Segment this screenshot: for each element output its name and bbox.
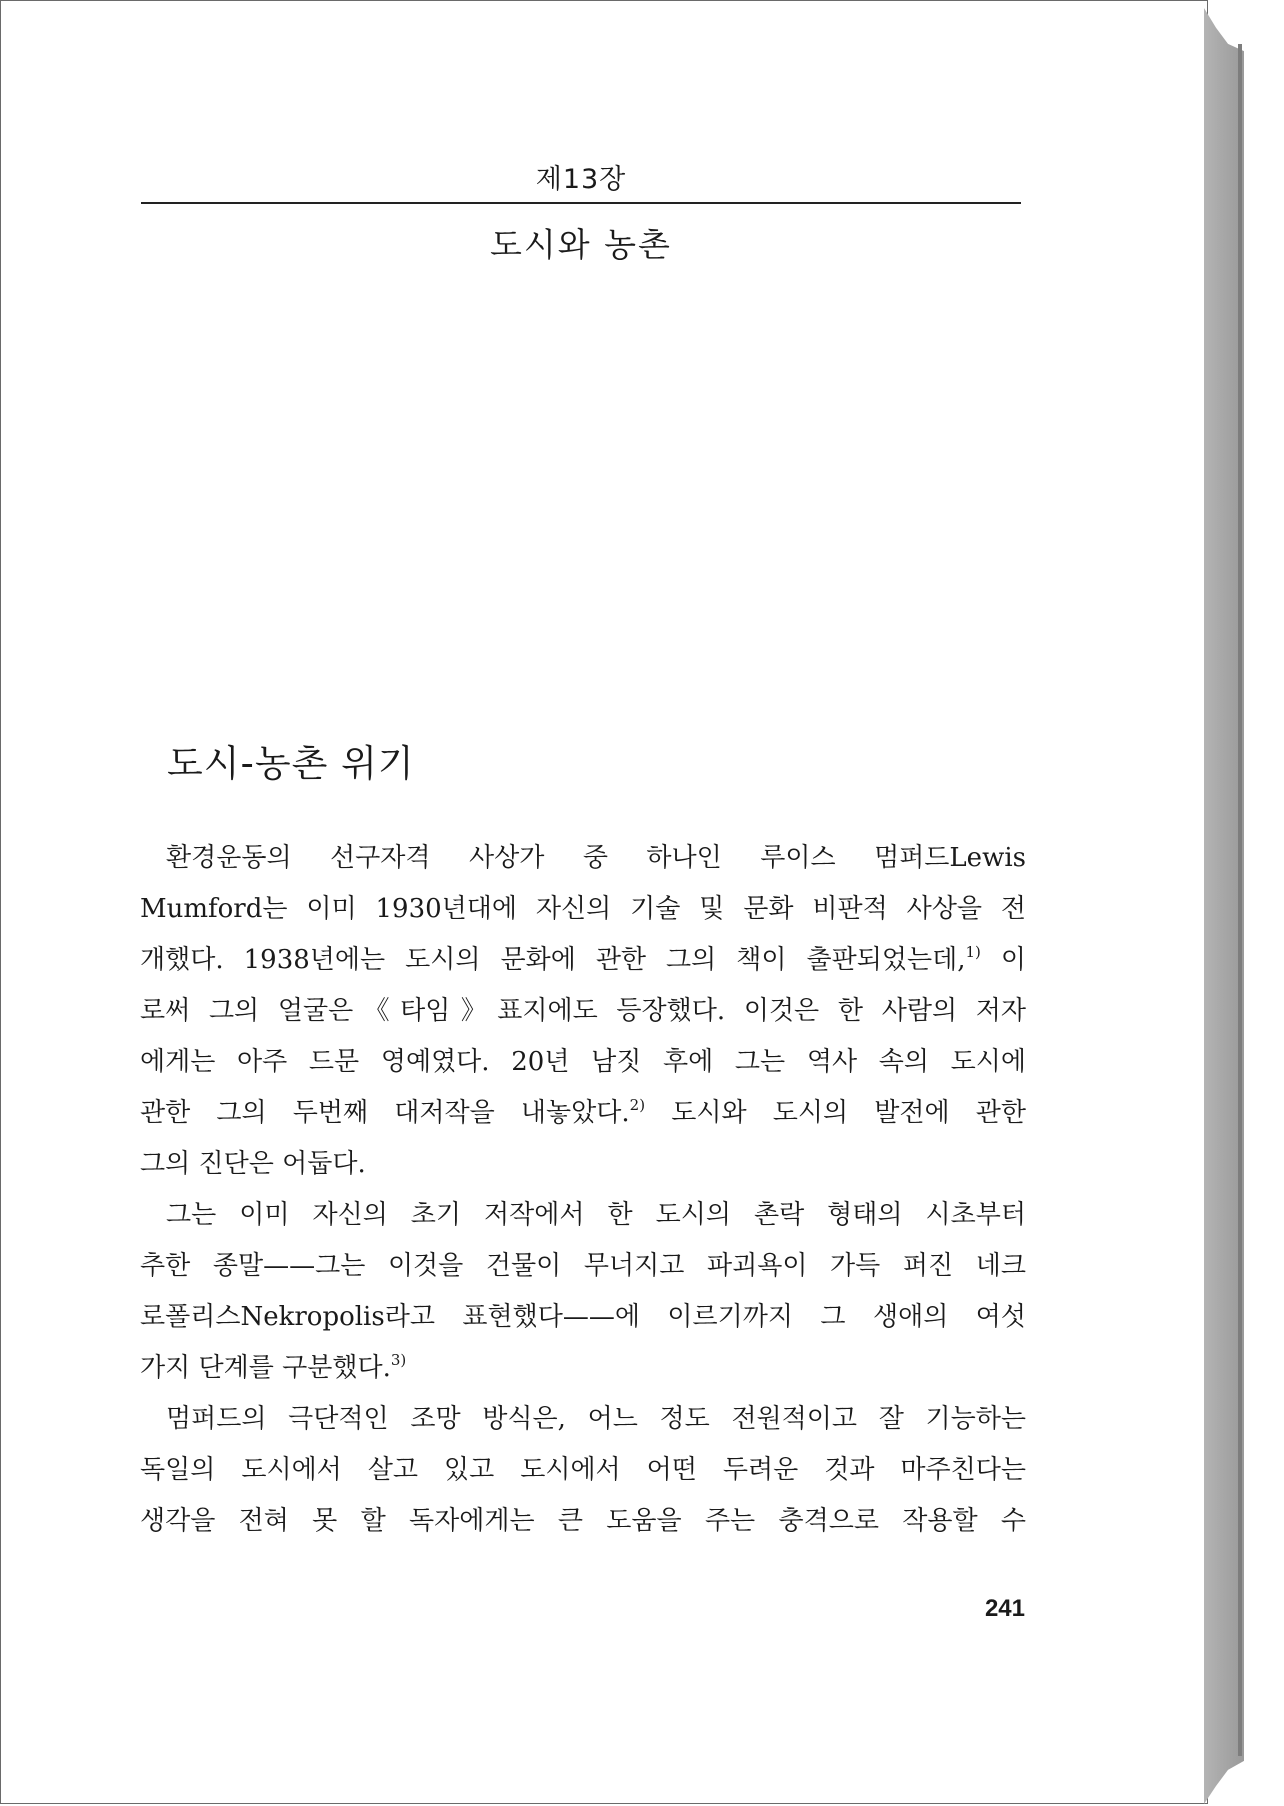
- text-line: 로폴리스Nekropolis라고 표현했다——에 이르기까지 그 생애의 여섯: [140, 1302, 1026, 1332]
- text-line: 관한 그의 두번째 대저작을 내놓았다.$^{2)}$ 도시와 도시의 발전에 관한: [140, 1096, 1026, 1128]
- text-line: 로써 그의 얼굴은《타임》표지에도 등장했다. 이것은 한 사람의 저자: [140, 996, 1026, 1026]
- chapter-label: 제13장: [535, 164, 627, 195]
- text-line: 멈퍼드의 극단적인 조망 방식은, 어느 정도 전원적이고 잘 기능하는: [166, 1404, 1026, 1434]
- book-edge-shadow: [1238, 44, 1242, 1756]
- footnote-ref[interactable]: 2): [629, 1096, 646, 1114]
- footnote-ref[interactable]: 3): [390, 1351, 407, 1369]
- body-text: [140, 833, 1026, 1547]
- text-line: 그의 진단은 어둡다.: [140, 1149, 366, 1179]
- text-line: 개했다. 1938년에는 도시의 문화에 관한 그의 책이 출판되었는데,$^{1)}$ 이: [140, 943, 1026, 975]
- text-line: 생각을 전혀 못 할 독자에게는 큰 도움을 주는 충격으로 작용할 수: [140, 1506, 1026, 1536]
- text-line: 그는 이미 자신의 초기 저작에서 한 도시의 촌락 형태의 시초부터: [166, 1200, 1026, 1230]
- footnote-ref[interactable]: 1): [965, 943, 981, 961]
- chapter-rule: [141, 202, 1021, 204]
- page-number: 241: [984, 1595, 1025, 1622]
- text-line: 가지 단계를 구분했다.$^{3)}$: [140, 1351, 407, 1383]
- text-line: 에게는 아주 드문 영예였다. 20년 남짓 후에 그는 역사 속의 도시에: [140, 1047, 1026, 1077]
- chapter-title: 도시와 농촌: [490, 225, 672, 264]
- text-line: 추한 종말——그는 이것을 건물이 무너지고 파괴욕이 가득 퍼진 네크: [140, 1251, 1026, 1281]
- text-line: Mumford는 이미 1930년대에 자신의 기술 및 문화 비판적 사상을 전: [140, 894, 1026, 924]
- text-line: 환경운동의 선구자격 사상가 중 하나인 루이스 멈퍼드Lewis: [166, 843, 1026, 873]
- section-title: 도시-농촌 위기: [167, 742, 415, 785]
- text-line: 독일의 도시에서 살고 있고 도시에서 어떤 두려운 것과 마주친다는: [140, 1455, 1026, 1485]
